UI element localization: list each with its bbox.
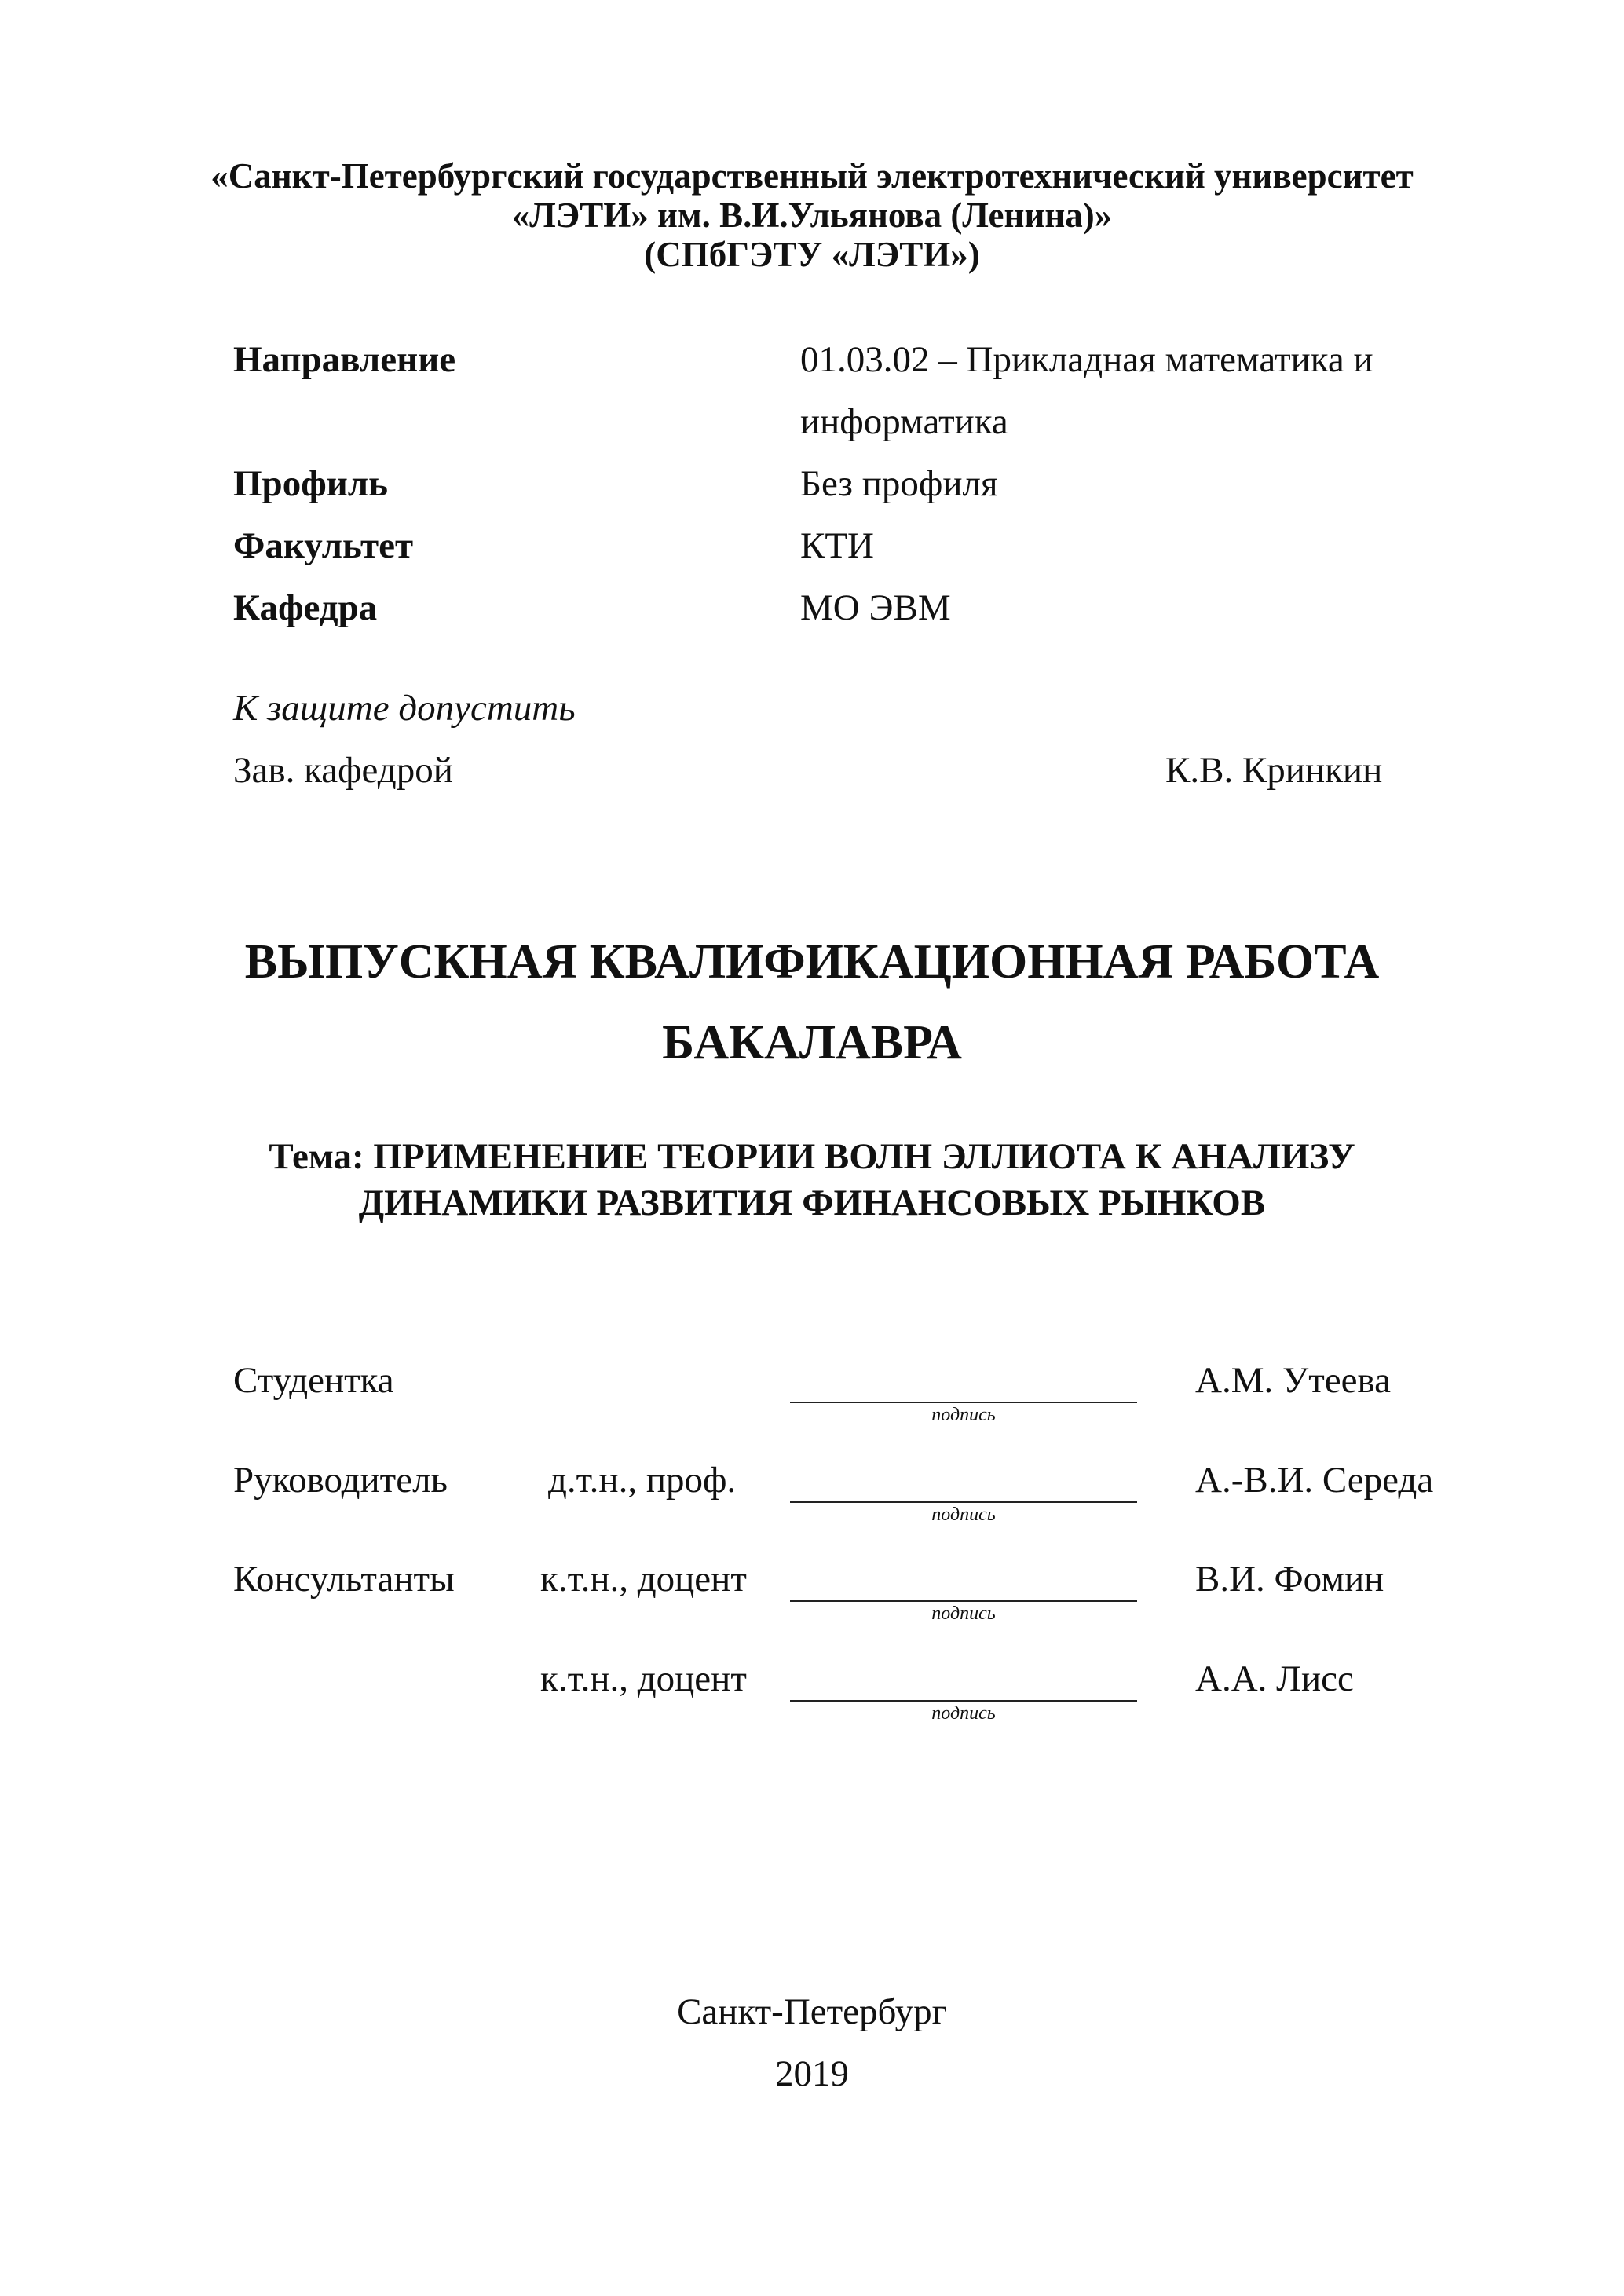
department-value: МО ЭВМ	[800, 587, 951, 628]
department-label: Кафедра	[233, 587, 378, 628]
profile-value: Без профиля	[800, 463, 998, 504]
signatory-degree: д.т.н., проф.	[548, 1460, 737, 1501]
signatory-name: А.А. Лисс	[1195, 1658, 1354, 1699]
city: Санкт-Петербург	[677, 1991, 947, 2032]
signatory-name: А.-В.И. Середа	[1195, 1460, 1434, 1501]
signatory-degree: к.т.н., доцент	[540, 1658, 747, 1699]
signature-caption: подпись	[931, 1703, 996, 1724]
admission-note: К защите допустить	[233, 688, 576, 729]
signatory-role: Студентка	[233, 1360, 394, 1401]
signature-caption: подпись	[931, 1504, 996, 1525]
signatory-name: В.И. Фомин	[1195, 1559, 1384, 1600]
direction-value-line-2: информатика	[800, 401, 1008, 442]
university-abbreviation: (СПбГЭТУ «ЛЭТИ»)	[644, 235, 980, 274]
profile-label: Профиль	[233, 463, 389, 504]
signature-line	[790, 1700, 1137, 1702]
document-title-line-2: БАКАЛАВРА	[662, 1016, 962, 1069]
university-name-line-2: «ЛЭТИ» им. В.И.Ульянова (Ленина)»	[511, 196, 1113, 235]
faculty-value: КТИ	[800, 525, 874, 566]
topic-line-2: ДИНАМИКИ РАЗВИТИЯ ФИНАНСОВЫХ РЫНКОВ	[358, 1183, 1266, 1223]
direction-value-line-1: 01.03.02 – Прикладная математика и	[800, 339, 1373, 380]
direction-label: Направление	[233, 339, 456, 380]
signature-caption: подпись	[931, 1405, 996, 1425]
head-of-department-name: К.В. Кринкин	[1165, 750, 1383, 791]
signature-caption: подпись	[931, 1603, 996, 1624]
topic-line-1: Тема: ПРИМЕНЕНИЕ ТЕОРИИ ВОЛН ЭЛЛИОТА К АНАЛИЗУ	[269, 1136, 1355, 1177]
document-title-line-1: ВЫПУСКНАЯ КВАЛИФИКАЦИОННАЯ РАБОТА	[244, 935, 1380, 989]
head-of-department-label: Зав. кафедрой	[233, 750, 453, 791]
signatory-degree: к.т.н., доцент	[540, 1559, 747, 1600]
signature-line	[790, 1402, 1137, 1403]
signatory-role: Консультанты	[233, 1559, 455, 1600]
faculty-label: Факультет	[233, 525, 414, 566]
signature-line	[790, 1600, 1137, 1602]
signature-line	[790, 1501, 1137, 1503]
year: 2019	[775, 2053, 849, 2094]
signatory-name: А.М. Утеева	[1195, 1360, 1391, 1401]
signatory-role: Руководитель	[233, 1460, 448, 1501]
university-name-line-1: «Санкт-Петербургский государственный электротехнический университет	[210, 156, 1414, 196]
